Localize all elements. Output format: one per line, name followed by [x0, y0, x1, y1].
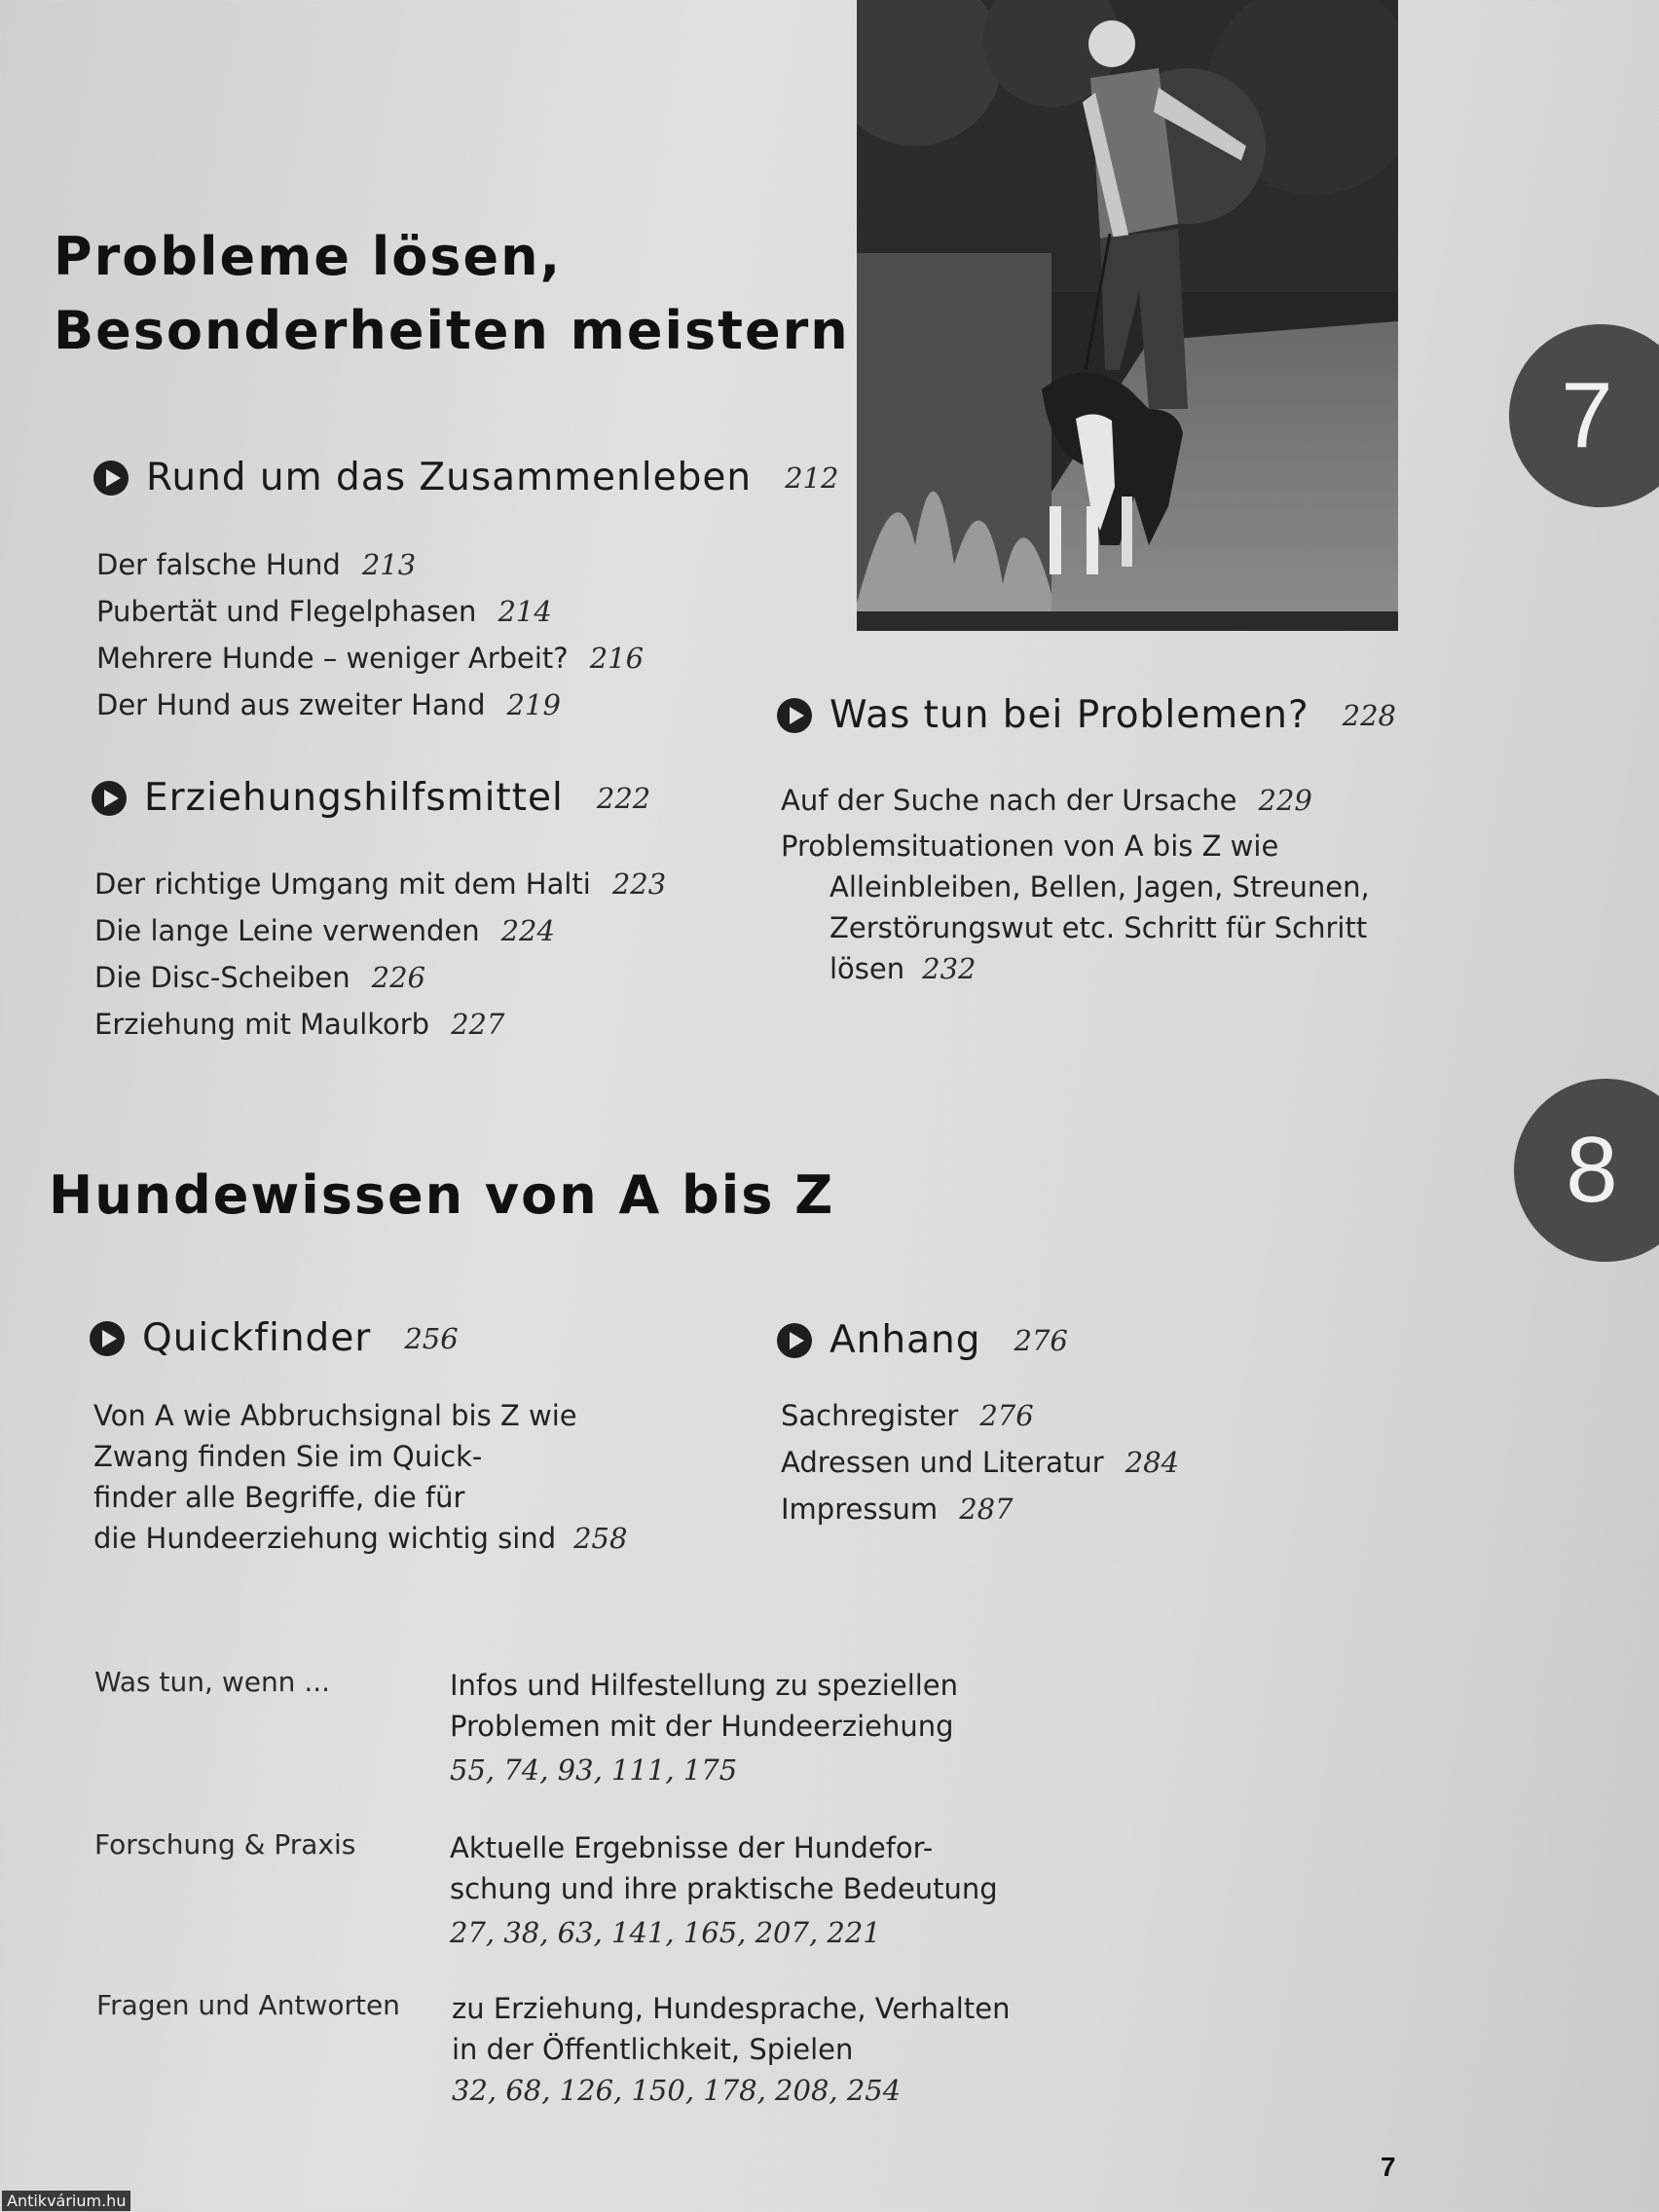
box-label-was-tun-wenn: Was tun, wenn ...: [94, 1666, 331, 1698]
section-title: Rund um das Zusammenleben: [146, 456, 753, 499]
section-page: 212: [785, 461, 839, 495]
toc-entry: Adressen und Literatur 284: [781, 1446, 1180, 1479]
section-quickfinder: [90, 1316, 459, 1360]
toc-entry: Sachregister 276: [781, 1399, 1034, 1432]
toc-entry: Die lange Leine verwenden 224: [94, 914, 555, 947]
toc-entry: Auf der Suche nach der Ursache 229: [781, 784, 1312, 817]
play-arrow-icon: [777, 1323, 812, 1358]
toc-entry: Mehrere Hunde – weniger Arbeit? 216: [96, 642, 645, 675]
play-arrow-icon: [93, 461, 129, 496]
play-arrow-icon: [92, 781, 127, 816]
watermark: Antikvárium.hu: [2, 2191, 130, 2211]
section-anhang: [777, 1318, 1068, 1362]
section-page: 256: [404, 1321, 459, 1355]
chapter-7-title: Probleme lösen, Besonderheiten meistern: [54, 226, 850, 361]
chapter-8-marker: 8: [1514, 1079, 1659, 1262]
page-number: 7: [1381, 2152, 1396, 2182]
toc-entry: Pubertät und Flegelphasen 214: [96, 595, 552, 628]
box-description: Infos und Hilfestellung zu speziellen Problemen mit der Hundeerziehung 55, 74, 93, 111, 175: [450, 1669, 959, 1787]
chapter-8-title: Hundewissen von A bis Z: [49, 1164, 835, 1226]
section-page: 228: [1342, 698, 1397, 732]
toc-entry: Der richtige Umgang mit dem Halti 223: [94, 867, 667, 901]
section-page: 222: [596, 781, 651, 815]
section-page: 276: [1014, 1323, 1068, 1357]
quickfinder-description: Von A wie Abbruchsignal bis Z wie Zwang finden Sie im Quick- finder alle Begriffe, die für die Hundeerziehung wichtig sind 258: [93, 1399, 628, 1555]
toc-entry: Der Hund aus zweiter Hand 219: [96, 688, 561, 721]
toc-entry: Die Disc-Scheiben 226: [94, 961, 425, 994]
toc-entry-multiline: Problemsituationen von A bis Z wie Alleinbleiben, Bellen, Jagen, Streunen, Zerstörungswut etc. Schritt für Schritt lösen 232: [781, 830, 1370, 985]
chapter-photo: [857, 0, 1398, 631]
section-title: Anhang: [830, 1318, 981, 1362]
section-erziehungshilfsmittel: [92, 776, 650, 820]
box-label-fragen-antworten: Fragen und Antworten: [96, 1989, 400, 2021]
section-title: Quickfinder: [142, 1316, 372, 1360]
box-description: Aktuelle Ergebnisse der Hundefor- schung und ihre praktische Bedeutung 27, 38, 63, 141, 165, 207, 221: [450, 1831, 998, 1949]
section-title: Was tun bei Problemen?: [830, 693, 1309, 737]
play-arrow-icon: [90, 1321, 125, 1356]
box-description: zu Erziehung, Hundesprache, Verhalten in der Öffentlichkeit, Spielen 32, 68, 126, 150, 178, 208, 254: [452, 1992, 1011, 2107]
section-was-tun-bei-problemen: [777, 693, 1396, 737]
section-title: Erziehungshilfsmittel: [144, 776, 564, 820]
entries-erziehungshilfsmittel: [94, 861, 666, 1048]
toc-entry: Impressum 287: [781, 1493, 1014, 1526]
section-rund-um-das-zusammenleben: [93, 456, 838, 499]
play-arrow-icon: [777, 698, 812, 733]
man-with-dog-photo: [857, 0, 1398, 631]
chapter-7-marker: 7: [1509, 324, 1659, 507]
box-label-forschung-praxis: Forschung & Praxis: [94, 1828, 356, 1861]
entries-anhang: [781, 1392, 1179, 1532]
entries-zusammenleben: [96, 541, 644, 728]
toc-entry: Erziehung mit Maulkorb 227: [94, 1008, 505, 1041]
entries-probleme: [781, 777, 1370, 989]
toc-entry: Der falsche Hund 213: [96, 548, 417, 581]
